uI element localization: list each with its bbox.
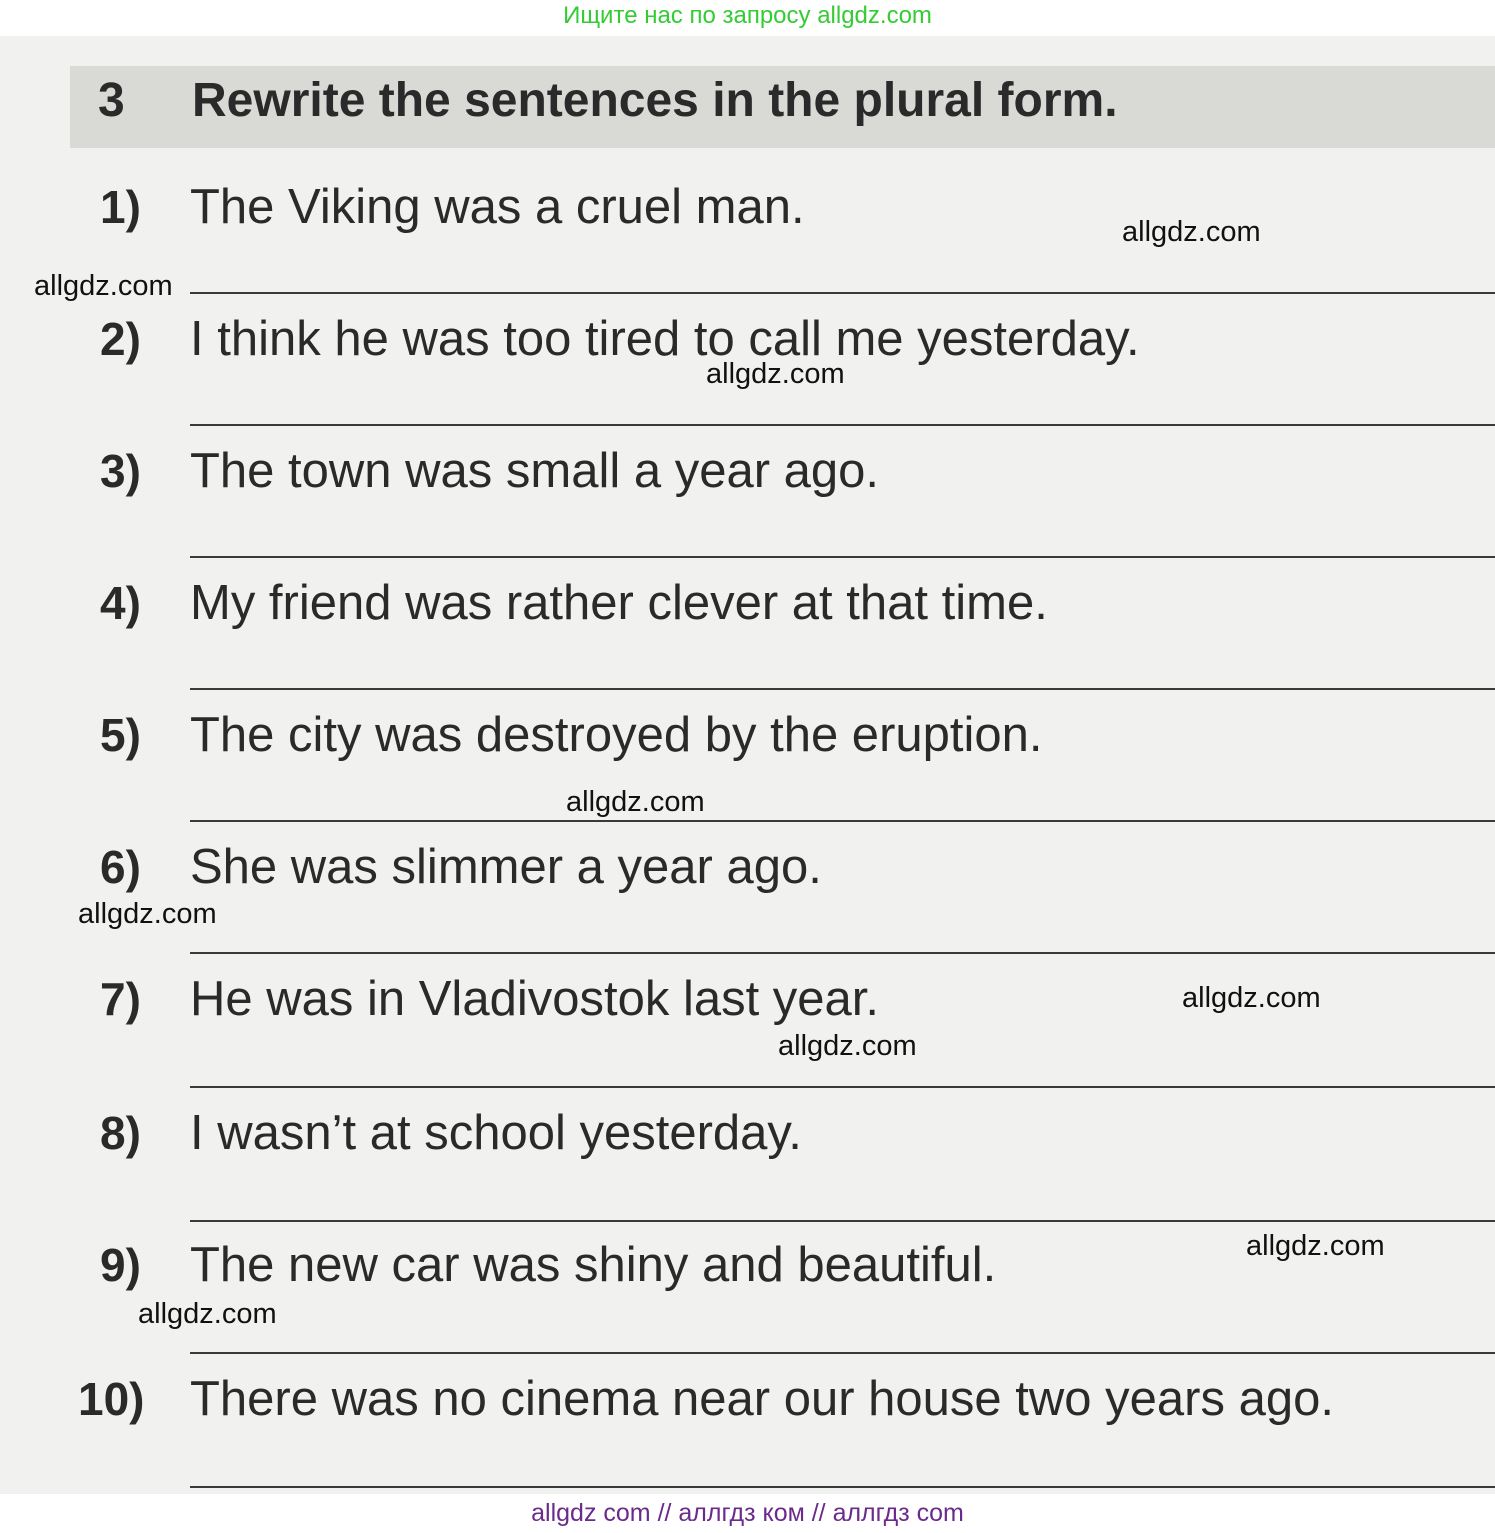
item-sentence: The Viking was a cruel man. xyxy=(190,180,805,234)
item-number: 6) xyxy=(100,841,141,893)
watermark: allgdz.com xyxy=(566,786,705,818)
answer-line[interactable] xyxy=(190,1086,1495,1088)
item-number: 10) xyxy=(78,1373,145,1425)
item-number: 4) xyxy=(100,577,141,629)
answer-line[interactable] xyxy=(190,952,1495,954)
item-sentence: My friend was rather clever at that time. xyxy=(190,576,1048,630)
watermark: allgdz.com xyxy=(778,1030,917,1062)
watermark: allgdz.com xyxy=(706,358,845,390)
answer-line[interactable] xyxy=(190,1352,1495,1354)
item-number: 9) xyxy=(100,1239,141,1291)
exercise-number: 3 xyxy=(98,74,125,127)
answer-line[interactable] xyxy=(190,1220,1495,1222)
watermark: allgdz.com xyxy=(1122,216,1261,248)
answer-line[interactable] xyxy=(190,1486,1495,1488)
bottom-banner: allgdz com // аллгдз ком // аллгдз com xyxy=(0,1494,1495,1533)
top-banner: Ищите нас по запросу allgdz.com xyxy=(0,0,1495,36)
item-sentence: The new car was shiny and beautiful. xyxy=(190,1238,997,1292)
answer-line[interactable] xyxy=(190,820,1495,822)
item-sentence: There was no cinema near our house two years ago. xyxy=(190,1372,1334,1426)
item-sentence: The town was small a year ago. xyxy=(190,444,880,498)
item-sentence: I think he was too tired to call me yesterday. xyxy=(190,312,1140,366)
exercise-item-10 xyxy=(0,1370,1495,1494)
exercise-title: Rewrite the sentences in the plural form. xyxy=(192,74,1118,127)
item-number: 1) xyxy=(100,181,141,233)
watermark: allgdz.com xyxy=(34,270,173,302)
workbook-page xyxy=(0,36,1495,1494)
item-number: 7) xyxy=(100,973,141,1025)
exercise-item-8 xyxy=(0,1104,1495,1236)
answer-line[interactable] xyxy=(190,556,1495,558)
answer-line[interactable] xyxy=(190,688,1495,690)
item-number: 8) xyxy=(100,1107,141,1159)
watermark: allgdz.com xyxy=(138,1298,277,1330)
item-sentence: She was slimmer a year ago. xyxy=(190,840,822,894)
answer-line[interactable] xyxy=(190,424,1495,426)
exercise-item-1 xyxy=(0,178,1495,310)
item-sentence: The city was destroyed by the eruption. xyxy=(190,708,1043,762)
item-number: 3) xyxy=(100,445,141,497)
answer-line[interactable] xyxy=(190,292,1495,294)
exercise-item-4 xyxy=(0,574,1495,706)
watermark: allgdz.com xyxy=(1182,982,1321,1014)
item-number: 2) xyxy=(100,313,141,365)
watermark: allgdz.com xyxy=(78,898,217,930)
item-number: 5) xyxy=(100,709,141,761)
item-sentence: I wasn’t at school yesterday. xyxy=(190,1106,802,1160)
item-sentence: He was in Vladivostok last year. xyxy=(190,972,880,1026)
exercise-item-5 xyxy=(0,706,1495,838)
exercise-item-3 xyxy=(0,442,1495,574)
watermark: allgdz.com xyxy=(1246,1230,1385,1262)
exercise-item-6 xyxy=(0,838,1495,970)
